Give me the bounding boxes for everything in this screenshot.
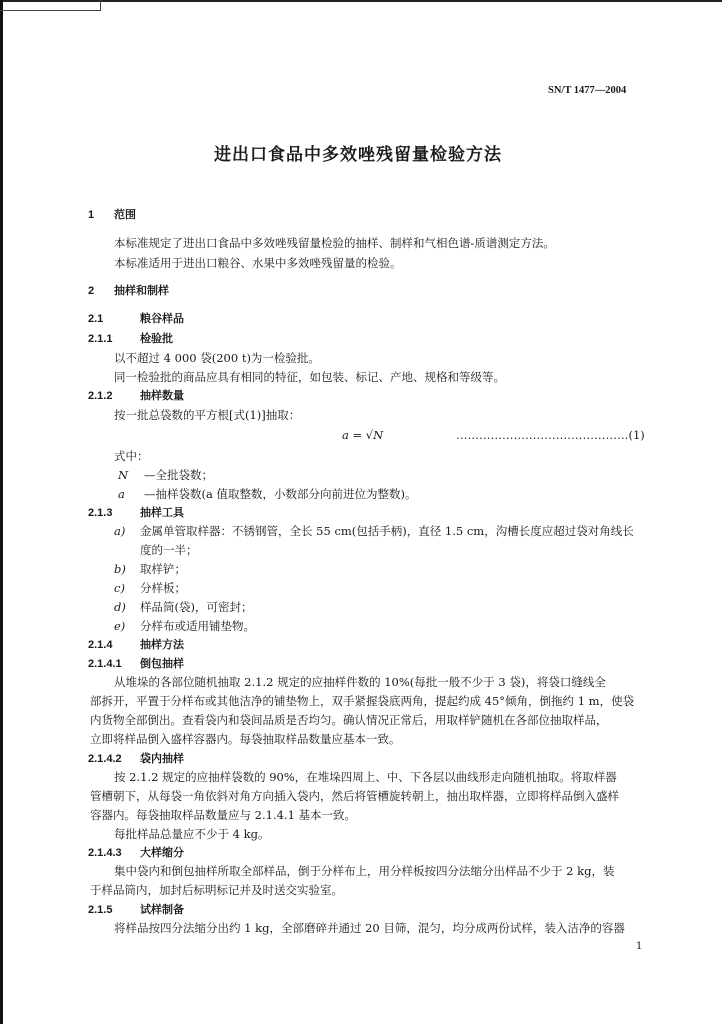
section-title: 检验批 [140, 332, 173, 345]
variable-description: —抽样袋数(a 值取整数，小数部分向前进位为整数)。 [144, 487, 417, 501]
section-title: 倒包抽样 [140, 657, 184, 670]
section-number: 2.1 [88, 313, 104, 325]
tool-list-item [114, 562, 186, 576]
section-number: 2.1.2 [88, 390, 113, 402]
sampling-formula: a = √N [342, 428, 384, 442]
tool-list-item [114, 581, 186, 595]
section-title: 抽样工具 [140, 506, 184, 519]
item-text: 分样布或适用铺垫物。 [140, 619, 255, 633]
lot-paragraph-2: 同一检验批的商品应具有相同的特征，如包装、标记、产地、规格和等级等。 [114, 370, 505, 384]
section-2-1-5-heading [88, 903, 184, 917]
variable-definition [118, 468, 213, 482]
section-number: 2 [88, 285, 95, 297]
section-2-1-4-heading [88, 638, 184, 652]
scan-corner-mark [0, 0, 101, 11]
item-key: c) [114, 581, 125, 595]
section-title: 粮谷样品 [140, 312, 184, 325]
tool-list-item [114, 600, 252, 614]
item-key: d) [114, 600, 126, 614]
lot-paragraph-1: 以不超过 4 000 袋(200 t)为一检验批。 [114, 351, 320, 365]
tool-list-item-continuation: 度的一半； [140, 543, 198, 557]
section-2-1-1-heading [88, 332, 173, 346]
section-title: 大样缩分 [140, 846, 184, 859]
section-2-1-heading [88, 312, 184, 326]
section-number: 2.1.4.1 [88, 658, 122, 670]
section-2-heading [88, 284, 169, 298]
item-text: 取样铲； [140, 562, 186, 576]
section-2-1-4-3-heading [88, 846, 184, 860]
section-number: 2.1.4 [88, 639, 113, 651]
section-2-1-4-2-heading [88, 752, 184, 766]
tool-list-item [114, 619, 255, 633]
section-title: 抽样方法 [140, 638, 184, 651]
item-text: 样品筒(袋)，可密封； [140, 600, 253, 614]
quantity-paragraph: 按一批总袋数的平方根[式(1)]抽取： [114, 408, 301, 422]
section-number: 1 [88, 209, 95, 221]
section-2-1-4-1-heading [88, 657, 184, 671]
tool-list-item [114, 524, 634, 538]
item-key: e) [114, 619, 126, 633]
section-number: 2.1.4.3 [88, 847, 122, 859]
section-title: 范围 [114, 208, 136, 221]
section-2-1-3-heading [88, 506, 184, 520]
paragraph-line: 将样品按四分法缩分出约 1 kg，全部磨碎并通过 20 目筛，混匀，均分成两份试样，装入洁净的容器 [114, 921, 625, 935]
equation-reference: ………………………………………(1) [456, 428, 645, 442]
page-number: 1 [636, 941, 643, 952]
section-title: 抽样数量 [140, 389, 184, 402]
paragraph-line: 管槽朝下，从每袋一角依斜对角方向插入袋内，然后将管槽旋转朝上，抽出取样器，立即将样品倒入盛样 [90, 789, 619, 803]
paragraph-line: 容器内。每袋抽取样品数量应与 2.1.4.1 基本一致。 [90, 808, 357, 822]
paragraph-line: 集中袋内和倒包抽样所取全部样品，倒于分样布上，用分样板按四分法缩分出样品不少于 2 kg，装 [114, 864, 615, 878]
variable-symbol: a [118, 487, 125, 501]
section-1-heading [88, 208, 136, 222]
paragraph-line: 部拆开，平置于分样布或其他洁净的铺垫物上，双手紧握袋底两角，提起约成 45°倾角，倒拖约 1 m，使袋 [90, 694, 635, 708]
variable-description: —全批袋数； [144, 468, 213, 482]
scope-paragraph-1: 本标准规定了进出口食品中多效唑残留量检验的抽样、制样和气相色谱-质谱测定方法。 [114, 236, 555, 250]
standard-code: SN/T 1477—2004 [548, 85, 627, 96]
paragraph-line: 立即将样品倒入盛样容器内。每袋抽取样品数量应基本一致。 [90, 732, 401, 746]
paragraph-line: 于样品筒内，加封后标明标记并及时送交实验室。 [90, 883, 343, 897]
section-number: 2.1.4.2 [88, 753, 122, 765]
section-number: 2.1.1 [88, 333, 113, 345]
scope-paragraph-2: 本标准适用于进出口粮谷、水果中多效唑残留量的检验。 [114, 256, 402, 270]
variable-definition [118, 487, 416, 501]
where-label: 式中： [114, 449, 149, 463]
paragraph-line: 按 2.1.2 规定的应抽样袋数的 90%，在堆垛四周上、中、下各层以曲线形走向随机抽取。将取样器 [114, 770, 617, 784]
section-number: 2.1.5 [88, 904, 113, 916]
scan-border-left [0, 0, 3, 1024]
section-title: 试样制备 [140, 903, 184, 916]
section-2-1-2-heading [88, 389, 184, 403]
scan-border-top [0, 0, 722, 2]
variable-symbol: N [118, 468, 129, 482]
section-number: 2.1.3 [88, 507, 113, 519]
item-text: 金属单管取样器：不锈钢管，全长 55 cm(包括手柄)，直径 1.5 cm，沟槽长度应超过袋对角线长 [140, 524, 634, 538]
section-title: 抽样和制样 [114, 284, 169, 297]
item-text: 分样板； [140, 581, 186, 595]
document-title: 进出口食品中多效唑残留量检验方法 [214, 145, 502, 165]
item-key: a) [114, 524, 126, 538]
item-key: b) [114, 562, 126, 576]
paragraph-line: 每批样品总量应不少于 4 kg。 [114, 827, 270, 841]
paragraph-line: 从堆垛的各部位随机抽取 2.1.2 规定的应抽样件数的 10%(每批一般不少于 3 袋)，将袋口缝线全 [114, 675, 606, 689]
paragraph-line: 内货物全部倒出。查看袋内和袋间品质是否均匀。确认情况正常后，用取样铲随机在各部位抽取样品， [90, 713, 608, 727]
section-title: 袋内抽样 [140, 752, 184, 765]
